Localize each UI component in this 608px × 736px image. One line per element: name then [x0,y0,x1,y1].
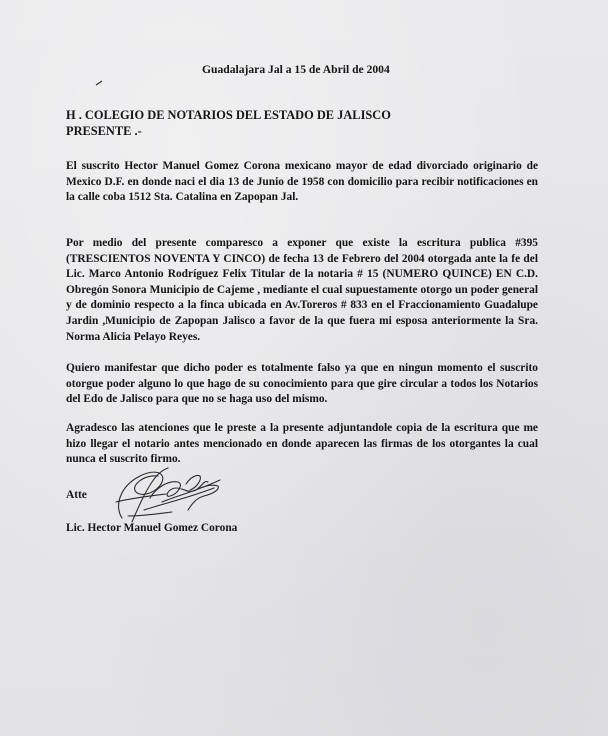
paragraph-deed-details: Por medio del presente comparesco a exponer que existe la escritura publica #395 (TRESCIENTOS NOVENTA Y CINCO) de fecha 13 de Febrero del 2004 otorgada ante la fe del Lic. Marco Antonio Rodríguez Felix Titular de la notaria # 15 (NUMERO QUINCE) EN C.D. Obregón Sonora Municipio de Cajeme , mediante el cual supuestamente otorgo un poder general y de dominio respecto a la finca ubicada en Av.Toreros # 833 en el Fraccionamiento Guadalupe Jardin ,Municipio de Zapopan Jalisco a favor de la que fuera mi esposa anteriormente la Sra. Norma Alicia Pelayo Reyes. [66,237,538,343]
paragraph-statement: Quiero manifestar que dicho poder es totalmente falso ya que en ningun momento el suscrito otorgue poder alguno lo que hago de su conocimiento para que gire circular a todos los Notarios del Edo de Jalisco para que no se haga uso del mismo. [66,362,538,406]
stray-pen-mark [95,80,103,86]
addressee-salutation: PRESENTE .- [66,124,142,138]
handwritten-signature [92,458,232,530]
signer-name: Lic. Hector Manuel Gomez Corona [66,522,238,534]
addressee-block [66,107,391,139]
closing-atte: Atte [66,489,87,501]
paragraph-thanks: Agradesco las atenciones que le preste a la presente adjuntandole copia de la escritura que me hizo llegar el notario antes mencionado en donde aparecen las firmas de los otorgantes la cual nunca el suscrito firmo. [66,422,538,466]
date-line: Guadalajara Jal a 15 de Abril de 2004 [202,63,390,76]
paragraph-identity: El suscrito Hector Manuel Gomez Corona mexicano mayor de edad divorciado originario de Mexico D.F. en donde naci el dia 13 de Junio de 1958 con domicilio para recibir notificaciones en la calle coba 1512 Sta. Catalina en Zapopan Jal. [66,160,538,204]
addressee-title: H . COLEGIO DE NOTARIOS DEL ESTADO DE JALISCO [66,108,391,122]
